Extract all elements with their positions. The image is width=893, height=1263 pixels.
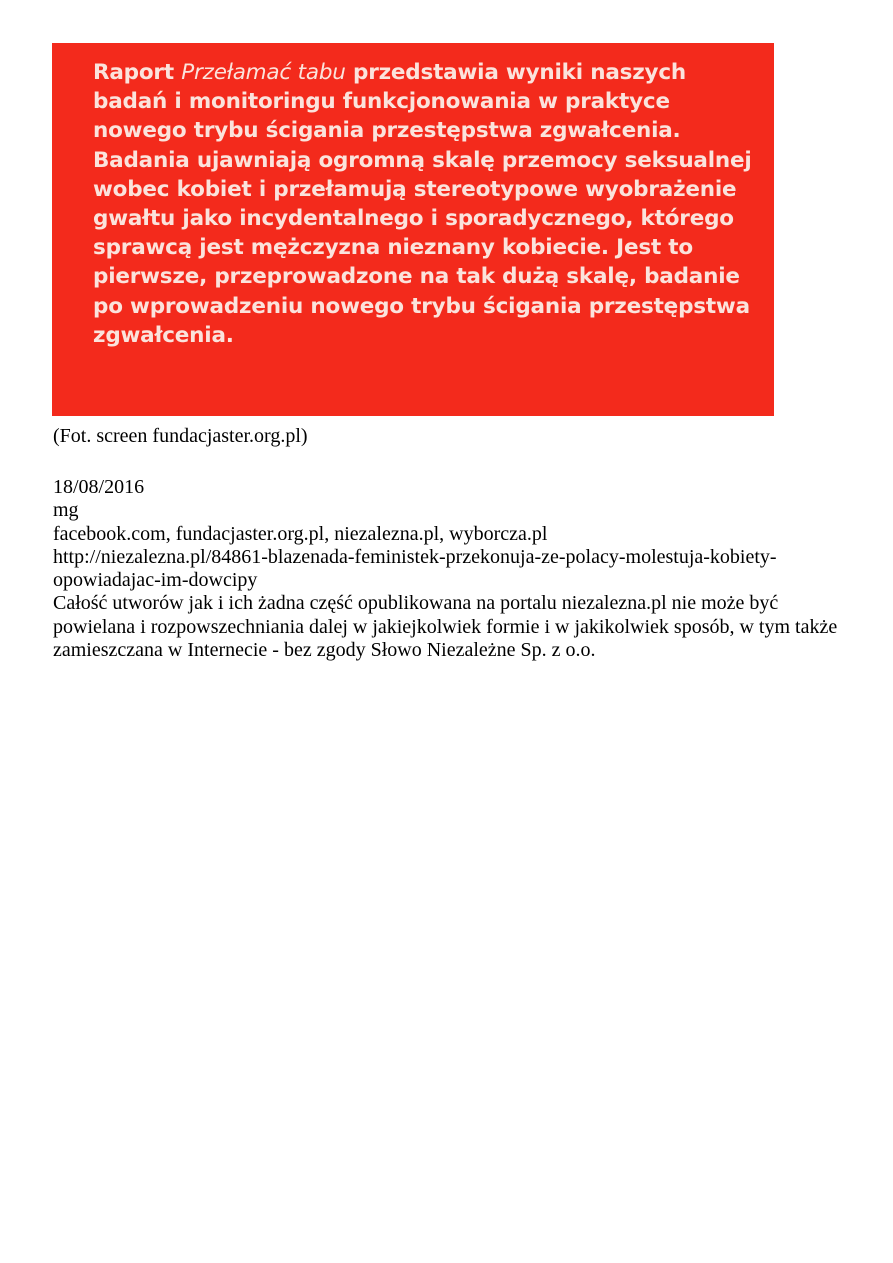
report-text-intro: Raport: [93, 60, 182, 85]
article-sources: facebook.com, fundacjaster.org.pl, niezalezna.pl, wyborcza.pl: [53, 522, 548, 545]
photo-caption: (Fot. screen fundacjaster.org.pl): [53, 425, 308, 447]
article-url: http://niezalezna.pl/84861-blazenada-feministek-przekonuja-ze-polacy-molestuja-kobiety-opowiadajac-im-dowcipy: [53, 545, 777, 592]
article-date: 18/08/2016: [53, 476, 145, 498]
report-title: Przełamać tabu: [181, 60, 346, 85]
report-text-body: przedstawia wyniki naszych badań i monitoringu funkcjonowania w praktyce nowego trybu ścigania przestępstwa zgwałcenia. Badania ujawniają ogromną skalę przemocy seksualnej wobec kobiet i przełamują stereotypowe wyobrażenie gwałtu jako incydentalnego i sporadycznego, którego sprawcą jest mężczyzna nieznany kobiecie. Jest to pierwsze, przeprowadzone na tak dużą skalę, badanie po wprowadzeniu nowego trybu ścigania przestępstwa zgwałcenia.: [93, 60, 752, 348]
report-image: [52, 43, 774, 416]
report-image-text: [93, 58, 754, 350]
article-author: mg: [53, 499, 79, 522]
copyright-notice: Całość utworów jak i ich żadna część opublikowana na portalu niezalezna.pl nie może być powielana i rozpowszechniania dalej w jakiejkolwiek formie i w jakikolwiek sposób, w tym także zamieszczana w Internecie - bez zgody Słowo Niezależne Sp. z o.o.: [53, 592, 838, 662]
article-meta: [53, 476, 843, 662]
